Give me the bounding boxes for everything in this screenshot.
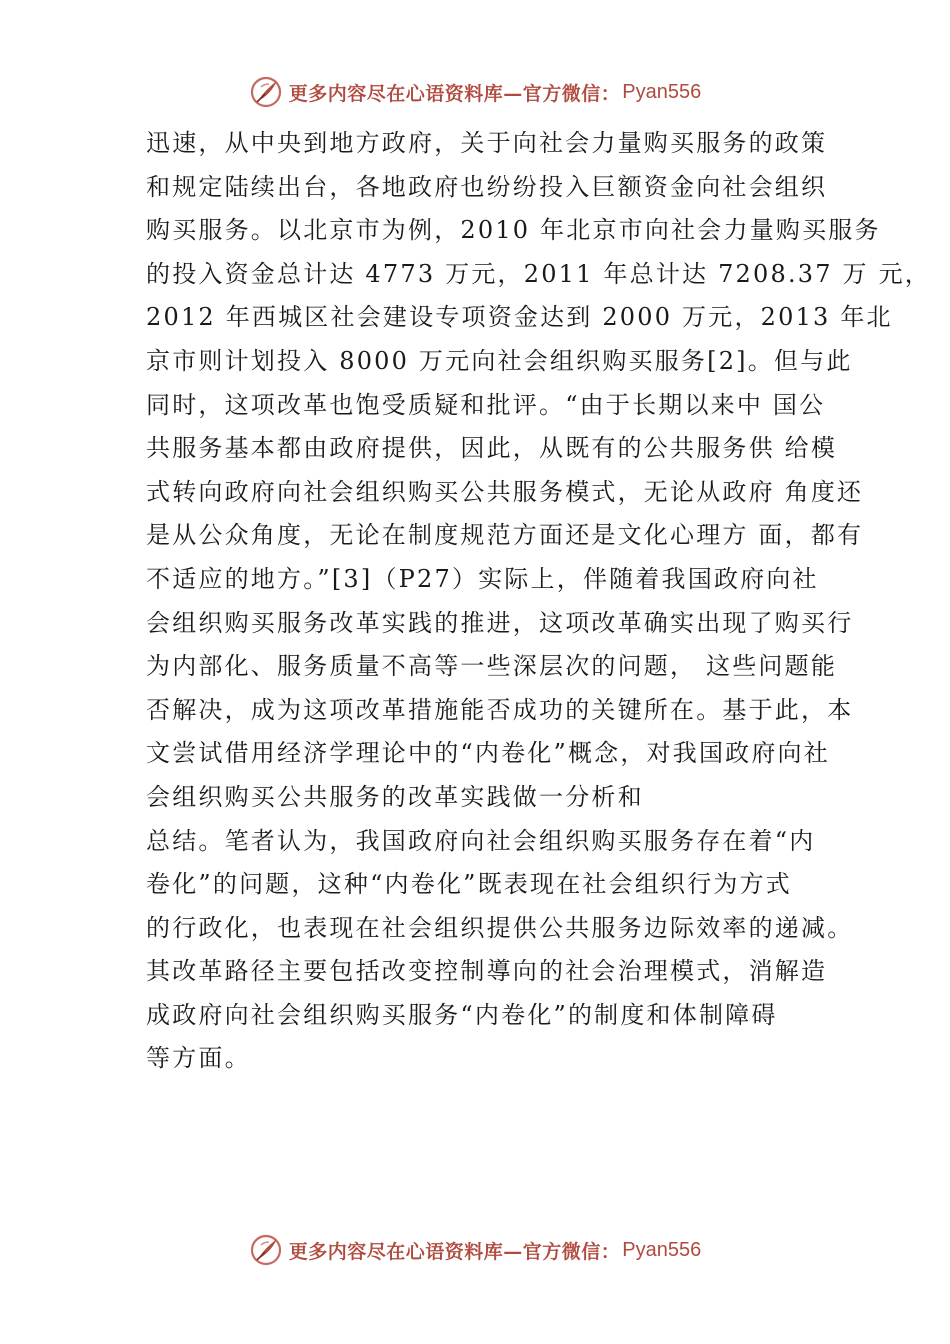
text-line: 成政府向社会组织购买服务“内卷化”的制度和体制障碍: [146, 1000, 778, 1029]
text-line: 和规定陆续出台，各地政府也纷纷投入巨额资金向社会组织: [146, 172, 828, 201]
text-line: 迅速，从中央到地方政府，关于向社会力量购买服务的政策: [146, 129, 828, 157]
text-line: 其改革路径主要包括改变控制導向的社会治理模式，消解造: [146, 957, 828, 986]
text-line: 会组织购买服务改革实践的推进，这项改革确实出现了购买行: [146, 608, 854, 637]
text-line: 2012 年西城区社会建设专项资金达到 2000 万元，2013 年北: [146, 303, 893, 332]
text-line: 否解决，成为这项改革措施能否成功的关键所在。基于此，本: [146, 695, 854, 724]
text-line: 同时，这项改革也饱受质疑和批评。“由于长期以来中 国公: [146, 390, 826, 419]
text-line: 的投入资金总计达 4773 万元，2011 年总计达 7208.37 万 元，: [146, 259, 931, 288]
footer-banner-id: Pyan556: [622, 1238, 702, 1261]
feather-pen-logo-icon: [249, 1233, 283, 1267]
footer-banner: [0, 1230, 950, 1270]
text-line: 卷化”的问题，这种“内卷化”既表现在社会组织行为方式: [146, 870, 793, 899]
header-banner: [0, 72, 950, 112]
text-line: 是从公众角度，无论在制度规范方面还是文化心理方 面，都有: [146, 521, 864, 550]
text-line: 为内部化、服务质量不高等一些深层次的问题， 这些问题能: [146, 652, 838, 681]
header-banner-text: 更多内容尽在心语资料库—官方微信：: [288, 82, 621, 105]
feather-pen-logo-icon: [249, 75, 283, 109]
text-line: 等方面。: [146, 1044, 251, 1073]
text-line: 会组织购买公共服务的改革实践做一分析和: [146, 782, 644, 811]
text-line: 不适应的地方。”[3]（P27）实际上，伴随着我国政府向社: [146, 564, 819, 593]
text-line: 购买服务。以北京市为例，2010 年北京市向社会力量购买服务: [146, 216, 881, 245]
footer-banner-text: 更多内容尽在心语资料库—官方微信：: [288, 1240, 621, 1263]
text-line: 式转向政府向社会组织购买公共服务模式，无论从政府 角度还: [146, 477, 864, 506]
text-line: 共服务基本都由政府提供，因此，从既有的公共服务供 给模: [146, 434, 838, 463]
header-banner-id: Pyan556: [622, 80, 702, 103]
document-body: [146, 122, 931, 1081]
text-line: 总结。笔者认为，我国政府向社会组织购买服务存在着“内: [146, 826, 816, 855]
text-line: 京市则计划投入 8000 万元向社会组织购买服务[2]。但与此: [146, 346, 853, 375]
text-line: 文尝试借用经济学理论中的“内卷化”概念，对我国政府向社: [146, 739, 830, 768]
text-line: 的行政化，也表现在社会组织提供公共服务边际效率的递减。: [146, 913, 854, 942]
